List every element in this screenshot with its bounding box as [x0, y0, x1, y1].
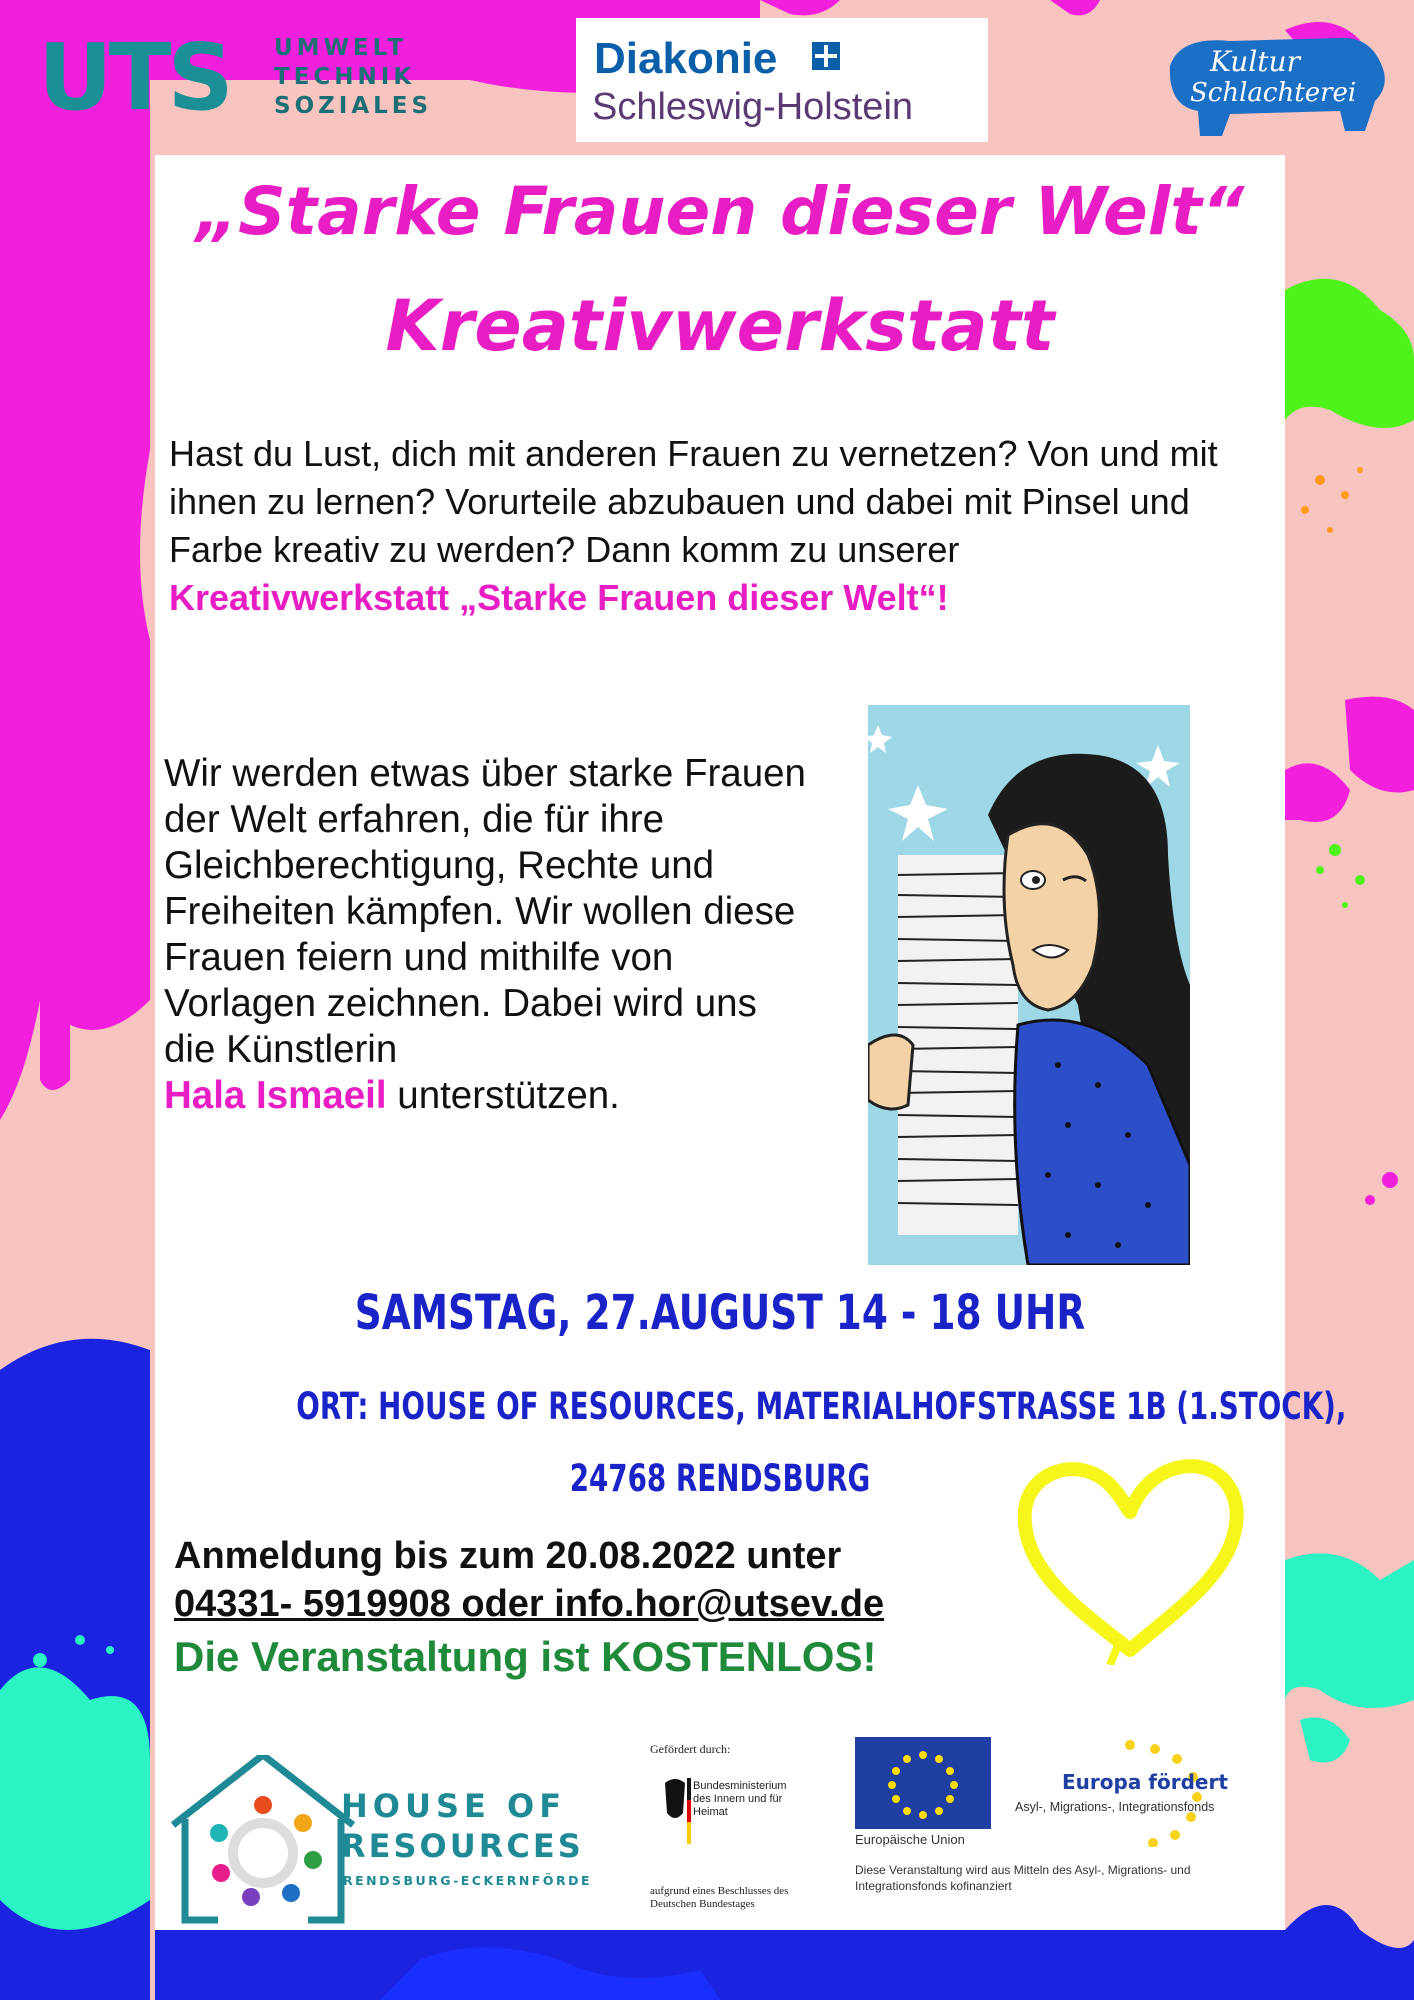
comic-woman-illustration: [868, 705, 1190, 1265]
europa-foerdert: Europa fördert: [1062, 1770, 1228, 1794]
heart-icon: [1010, 1450, 1250, 1665]
event-date: SAMSTAG, 27.AUGUST 14 - 18 UHR: [354, 1285, 1086, 1341]
kultur-line1: Kultur: [1210, 45, 1300, 78]
event-address-line1: ORT: HOUSE OF RESOURCES, MATERIALHOFSTRASSE 1B (1.STOCK),: [296, 1385, 1347, 1428]
registration-deadline: Anmeldung bis zum 20.08.2022 unter: [174, 1535, 842, 1577]
intro-highlight: Kreativwerkstatt „Starke Frauen dieser Welt“!: [169, 577, 949, 618]
hor-title-line2: RESOURCES: [341, 1827, 584, 1865]
artist-name: Hala Ismaeil: [164, 1074, 387, 1117]
diakonie-region: Schleswig-Holstein: [592, 86, 914, 128]
eu-stars-icon: [855, 1737, 991, 1829]
uts-letters: UTS: [38, 24, 230, 131]
uts-words: [274, 34, 432, 121]
details-text-end: unterstützen.: [397, 1074, 620, 1117]
ministry-name: Bundesministerium des Innern und für Heimat: [693, 1780, 787, 1818]
eu-cofinance-note: Diese Veranstaltung wird aus Mitteln des Asyl-, Migrations- und Integrationsfonds kofinanziert: [855, 1863, 1191, 1893]
kultur-line2: Schlachterei: [1190, 78, 1357, 108]
uts-word-3: SOZIALES: [274, 93, 433, 119]
kultur-schlachterei-logo: [1150, 26, 1390, 146]
diakonie-name: Diakonie: [594, 34, 778, 83]
event-address-line2: 24768 RENDSBURG: [569, 1457, 871, 1500]
details-paragraph: [164, 751, 814, 1119]
uts-word-2: TECHNIK: [274, 64, 416, 90]
hor-subtitle: RENDSBURG-ECKERNFÖRDE: [343, 1873, 592, 1888]
intro-paragraph: [169, 430, 1259, 622]
uts-logo: [38, 24, 448, 131]
flyer-title: „Starke Frauen dieser Welt“: [195, 173, 1245, 250]
flyer-subtitle: Kreativwerkstatt: [385, 285, 1055, 367]
eu-label: Europäische Union: [855, 1832, 965, 1847]
details-text: Wir werden etwas über starke Frauen der Welt erfahren, die für ihre Gleichberechtigung, Rechte und Freiheiten kämpfen. Wir wollen diese Frauen feiern und mithilfe von Vorlagen zeichnen. Dabei wird uns die Künstlerin: [164, 752, 806, 1071]
free-admission: Die Veranstaltung ist KOSTENLOS!: [174, 1633, 877, 1680]
intro-text: Hast du Lust, dich mit anderen Frauen zu vernetzen? Von und mit ihnen zu lernen? Vorurteile abzubauen und dabei mit Pinsel und Farbe kreativ zu werden? Dann komm zu unserer: [169, 433, 1218, 570]
bundestag-resolution: aufgrund eines Beschlusses des Deutschen Bundestages: [650, 1885, 789, 1910]
eu-fund-name: Asyl-, Migrations-, Integrationsfonds: [1015, 1800, 1215, 1814]
hor-title-line1: HOUSE OF: [341, 1787, 567, 1825]
registration-contact[interactable]: 04331- 5919908 oder info.hor@utsev.de: [174, 1583, 885, 1625]
flyer-card: [155, 155, 1347, 1930]
funded-by-label: Gefördert durch:: [650, 1742, 731, 1756]
uts-word-1: UMWELT: [274, 35, 408, 61]
diakonie-logo: [576, 18, 988, 142]
eu-flag: [855, 1737, 991, 1829]
cross-icon: [812, 42, 840, 70]
